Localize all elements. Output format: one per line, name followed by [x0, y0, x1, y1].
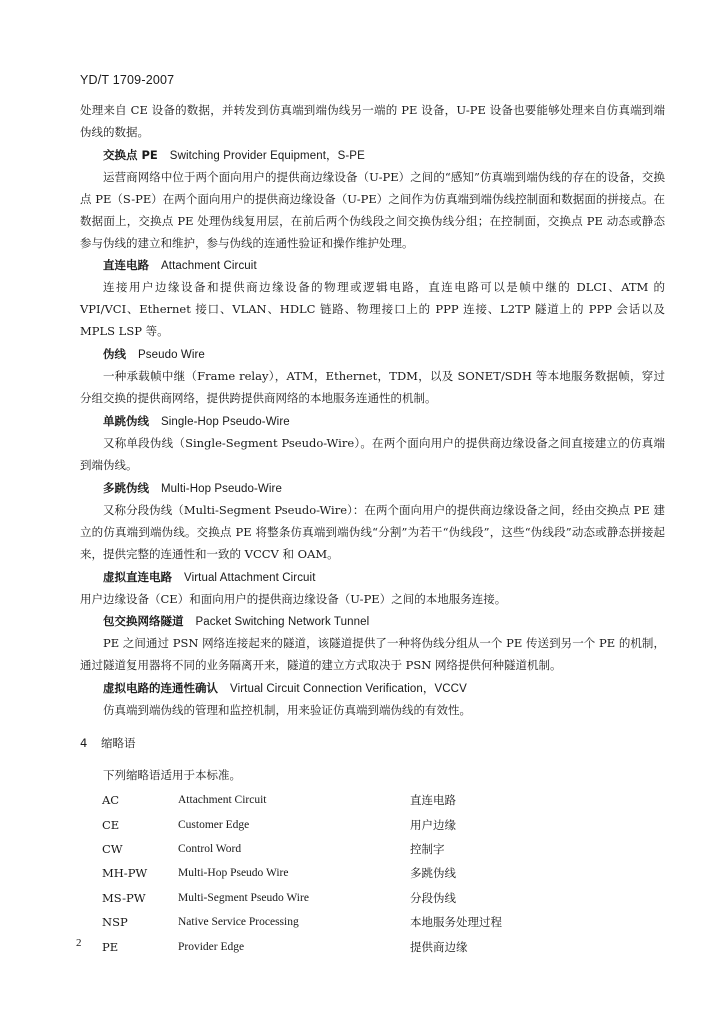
- abbreviation-cell: NSP: [102, 915, 128, 930]
- section-heading: [80, 732, 665, 754]
- table-row: [102, 788, 560, 812]
- section-intro: 下列缩略语适用于本标准。: [103, 768, 241, 783]
- term-en: Pseudo Wire: [138, 349, 205, 362]
- abbreviation-cell: PE: [102, 939, 119, 954]
- term-cn: 虚拟直连电路: [103, 569, 172, 584]
- term-en: Attachment Circuit: [161, 260, 257, 273]
- definition-paragraph: 又称分段伪线（Multi-Segment Pseudo-Wire）：在两个面向用户的提供商边缘设备之间，经由交换点 PE 建立的仿真端到端伪线。交换点 PE 将整条仿真端到端伪线“分割”为若干“伪线段”，这些“伪线段”动态或静态拼接起来，提供完整的连通性和一致的 VCCV 和 OAM。: [80, 502, 665, 561]
- term-cn: 伪线: [103, 347, 126, 362]
- chinese-name-cell: 用户边缘: [410, 817, 456, 832]
- definition-paragraph: PE 之间通过 PSN 网络连接起来的隧道，该隧道提供了一种将伪线分组从一个 PE 传送到另一个 PE 的机制，通过隧道复用器将不同的业务隔离开来，隧道的建立方式取决于 PSN 网络提供何种隧道机制。: [80, 636, 665, 673]
- document-number: YD/T 1709-2007: [80, 73, 175, 87]
- abbreviation-cell: CE: [102, 817, 120, 832]
- table-row: [102, 934, 560, 958]
- chinese-name-cell: 提供商边缘: [410, 939, 468, 954]
- term-single-hop-pw: [80, 410, 665, 433]
- abbreviation-table: [102, 788, 560, 959]
- term-psn-tunnel: [80, 610, 665, 633]
- table-row: [102, 886, 560, 910]
- page-number: 2: [76, 937, 82, 949]
- section-number: 4: [80, 736, 88, 751]
- full-name-cell: Customer Edge: [178, 818, 250, 831]
- term-en: Virtual Circuit Connection Verification，VCCV: [230, 683, 467, 696]
- paragraph-continued: 处理来自 CE 设备的数据，并转发到仿真端到端伪线另一端的 PE 设备，U-PE 设备也要能够处理来自仿真端到端伪线的数据。: [80, 103, 665, 139]
- definition-paragraph: 连接用户边缘设备和提供商边缘设备的物理或逻辑电路，直连电路可以是帧中继的 DLCI、ATM 的 VPI/VCI、Ethernet 接口、VLAN、HDLC 链路、物理接口上的 PPP 连接、L2TP 隧道上的 PPP 会话以及 MPLS LSP 等。: [80, 280, 665, 339]
- term-multi-hop-pw: [80, 477, 665, 500]
- table-row: [102, 837, 560, 861]
- page-content: [80, 100, 665, 959]
- table-row: [102, 813, 560, 837]
- term-cn: 多跳伪线: [103, 480, 149, 495]
- term-en: Packet Switching Network Tunnel: [195, 616, 370, 629]
- abbreviation-cell: CW: [102, 842, 123, 857]
- term-cn: 直连电路: [103, 258, 149, 273]
- term-cn: 包交换网络隧道: [103, 614, 184, 629]
- term-attachment-circuit: [80, 254, 665, 277]
- term-cn: 虚拟电路的连通性确认: [103, 681, 218, 696]
- section-title: 缩略语: [101, 736, 136, 751]
- table-row: [102, 910, 560, 934]
- full-name-cell: Control Word: [178, 843, 242, 856]
- term-vccv: [80, 677, 665, 700]
- abbreviation-cell: MH-PW: [102, 866, 148, 881]
- chinese-name-cell: 分段伪线: [410, 890, 456, 905]
- full-name-cell: Provider Edge: [178, 940, 245, 953]
- chinese-name-cell: 直连电路: [410, 793, 456, 808]
- term-switching-pe: [80, 144, 665, 167]
- definition-paragraph: 运营商网络中位于两个面向用户的提供商边缘设备（U-PE）之间的“感知”仿真端到端伪线的存在的设备，交换点 PE（S-PE）在两个面向用户的提供商边缘设备（U-PE）之间作为仿真端到端伪线控制面和数据面的拼接点。在数据面上，交换点 PE 处理伪线复用层，在前后两个伪线段之间交换伪线分组；在控制面，交换点 PE 动态或静态参与伪线的建立和维护，参与伪线的连通性验证和操作维护处理。: [80, 169, 665, 250]
- term-pseudo-wire: [80, 343, 665, 366]
- full-name-cell: Native Service Processing: [178, 916, 299, 929]
- full-name-cell: Attachment Circuit: [178, 794, 267, 807]
- full-name-cell: Multi-Segment Pseudo Wire: [178, 891, 309, 904]
- definition-paragraph: 一种承载帧中继（Frame relay），ATM，Ethernet，TDM，以及 SONET/SDH 等本地服务数据帧，穿过分组交换的提供商网络，提供跨提供商网络的本地服务连通性的机制。: [80, 369, 665, 406]
- table-row: [102, 861, 560, 885]
- definition-paragraph: 仿真端到端伪线的管理和监控机制，用来验证仿真端到端伪线的有效性。: [103, 703, 471, 718]
- term-en: Single-Hop Pseudo-Wire: [161, 415, 290, 428]
- term-virtual-ac: [80, 566, 665, 589]
- chinese-name-cell: 本地服务处理过程: [410, 915, 502, 930]
- term-en: Switching Provider Equipment，S-PE: [169, 149, 365, 162]
- term-en: Virtual Attachment Circuit: [184, 571, 316, 584]
- term-cn: 交换点 PE: [103, 147, 158, 162]
- definition-paragraph: 又称单段伪线（Single-Segment Pseudo-Wire）。在两个面向用户的提供商边缘设备之间直接建立的仿真端到端伪线。: [80, 435, 665, 472]
- term-en: Multi-Hop Pseudo-Wire: [161, 482, 282, 495]
- abbreviation-cell: MS-PW: [102, 890, 146, 905]
- term-cn: 单跳伪线: [103, 413, 149, 428]
- definition-paragraph: 用户边缘设备（CE）和面向用户的提供商边缘设备（U-PE）之间的本地服务连接。: [80, 591, 507, 606]
- chinese-name-cell: 控制字: [410, 842, 445, 857]
- chinese-name-cell: 多跳伪线: [410, 866, 456, 881]
- abbreviation-cell: AC: [102, 793, 120, 808]
- full-name-cell: Multi-Hop Pseudo Wire: [178, 867, 289, 880]
